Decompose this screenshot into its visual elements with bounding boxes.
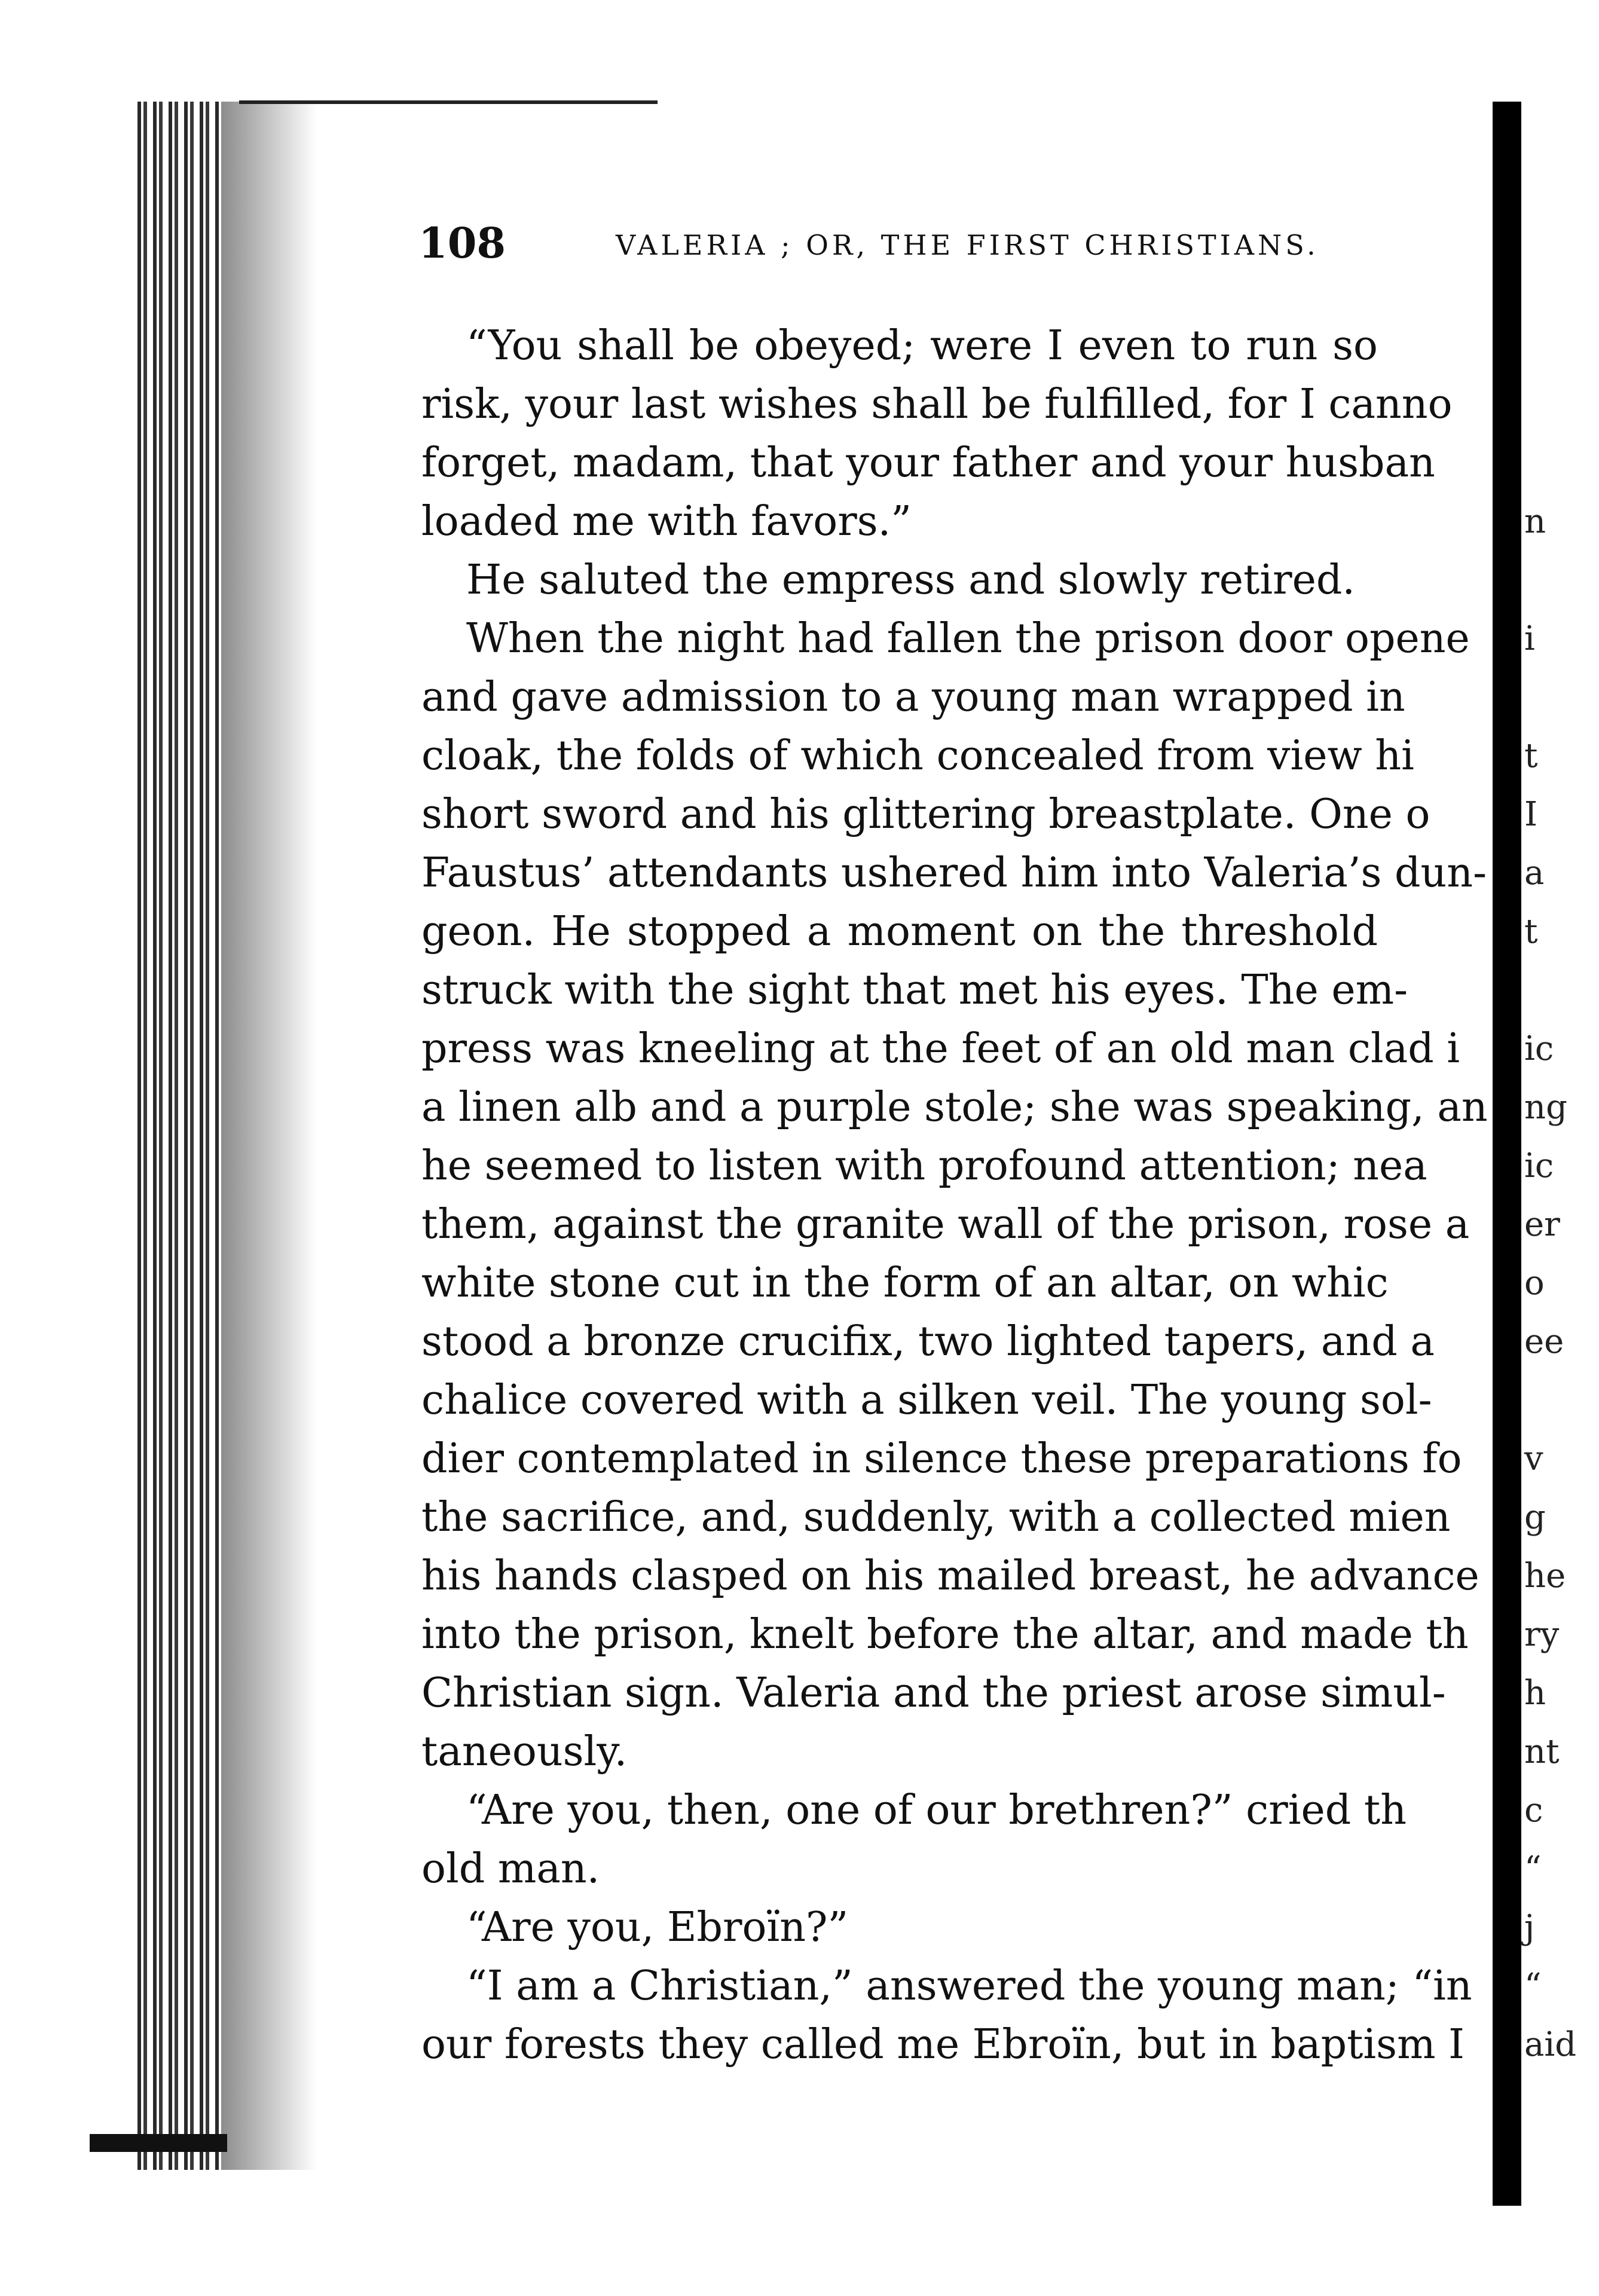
edge-mark: “ — [1524, 1849, 1542, 1888]
edge-mark — [1524, 1371, 1596, 1430]
text-line: dier contemplated in silence these preparations fo — [421, 1435, 1462, 1482]
scan-top-rule — [239, 100, 658, 104]
edge-mark: “ — [1524, 1967, 1542, 2005]
text-line: “Are you, then, one of our brethren?” cried th — [466, 1787, 1407, 1834]
edge-mark: ic — [1524, 1147, 1554, 1185]
edge-mark: j — [1524, 1908, 1535, 1947]
text-line: risk, your last wishes shall be fulfilled, for I canno — [421, 381, 1453, 428]
edge-mark: v — [1524, 1439, 1543, 1478]
text-line: loaded me with favors.” — [421, 498, 912, 545]
text-line: into the prison, knelt before the altar, and made th — [421, 1611, 1469, 1658]
text-line: them, against the granite wall of the prison, rose a — [421, 1201, 1470, 1248]
text-line: taneously. — [421, 1728, 628, 1775]
edge-mark — [1524, 375, 1596, 434]
page-number: 108 — [418, 218, 506, 268]
text-line: forget, madam, that your father and your husban — [421, 439, 1435, 487]
edge-mark: I — [1524, 795, 1538, 834]
edge-mark: n — [1524, 502, 1546, 541]
text-line: chalice covered with a silken veil. The young sol- — [421, 1377, 1432, 1424]
edge-mark: t — [1524, 912, 1538, 951]
text-line: and gave admission to a young man wrapped in — [421, 674, 1405, 721]
edge-mark: g — [1524, 1498, 1546, 1537]
edge-mark — [1524, 668, 1596, 727]
edge-mark — [1524, 961, 1596, 1020]
text-line: his hands clasped on his mailed breast, he advance — [421, 1552, 1479, 1600]
body-text — [421, 317, 1488, 2074]
text-line: he seemed to listen with profound attention; nea — [421, 1142, 1427, 1190]
text-line: cloak, the folds of which concealed from view hi — [421, 732, 1414, 779]
edge-mark: ry — [1524, 1615, 1560, 1654]
text-line: our forests they called me Ebroïn, but in baptism I — [421, 2021, 1465, 2068]
text-line: old man. — [421, 1845, 600, 1893]
edge-mark: i — [1524, 619, 1535, 658]
text-line: He saluted the empress and slowly retired. — [466, 557, 1356, 604]
text-line: Christian sign. Valeria and the priest arose simul- — [421, 1670, 1446, 1717]
text-line: When the night had fallen the prison door opene — [466, 615, 1470, 662]
text-line: “I am a Christian,” answered the young man; “in — [466, 1962, 1472, 2010]
text-line: geon. He stopped a moment on the threshold — [421, 908, 1378, 955]
edge-mark: nt — [1524, 1732, 1560, 1771]
edge-mark: he — [1524, 1557, 1566, 1595]
edge-mark: ee — [1524, 1322, 1564, 1361]
edge-mark: ic — [1524, 1029, 1554, 1068]
text-line: press was kneeling at the feet of an old man clad i — [421, 1025, 1460, 1072]
text-line: short sword and his glittering breastplate. One o — [421, 791, 1430, 838]
text-line: the sacrifice, and, suddenly, with a collected mien — [421, 1494, 1451, 1541]
text-line: a linen alb and a purple stole; she was speaking, an — [421, 1084, 1488, 1131]
edge-mark — [1524, 317, 1596, 375]
edge-mark: aid — [1524, 2025, 1577, 2064]
text-line: struck with the sight that met his eyes. The em- — [421, 967, 1408, 1014]
text-line: stood a bronze crucifix, two lighted tapers, and a — [421, 1318, 1435, 1365]
facing-page-bleed — [1524, 317, 1596, 2074]
edge-mark: er — [1524, 1205, 1560, 1244]
page-edge-shadow — [1493, 102, 1521, 2206]
text-line: “Are you, Ebroïn?” — [466, 1904, 849, 1951]
edge-mark: ng — [1524, 1088, 1567, 1127]
edge-mark: t — [1524, 736, 1538, 775]
edge-mark: h — [1524, 1674, 1546, 1713]
edge-mark: o — [1524, 1264, 1545, 1303]
running-title: VALERIA ; OR, THE FIRST CHRISTIANS. — [616, 229, 1319, 261]
edge-mark: c — [1524, 1791, 1543, 1830]
edge-mark — [1524, 434, 1596, 493]
binding-shadow — [137, 102, 221, 2170]
page-header — [418, 218, 1387, 266]
text-line: Faustus’ attendants ushered him into Valeria’s dun- — [421, 849, 1487, 897]
edge-mark: a — [1524, 854, 1545, 892]
edge-mark — [1524, 551, 1596, 610]
text-line: white stone cut in the form of an altar, on whic — [421, 1259, 1389, 1307]
scan-edge-mark — [90, 2134, 227, 2152]
text-line: “You shall be obeyed; were I even to run so — [466, 322, 1378, 369]
binding-shadow-fade — [221, 102, 317, 2170]
